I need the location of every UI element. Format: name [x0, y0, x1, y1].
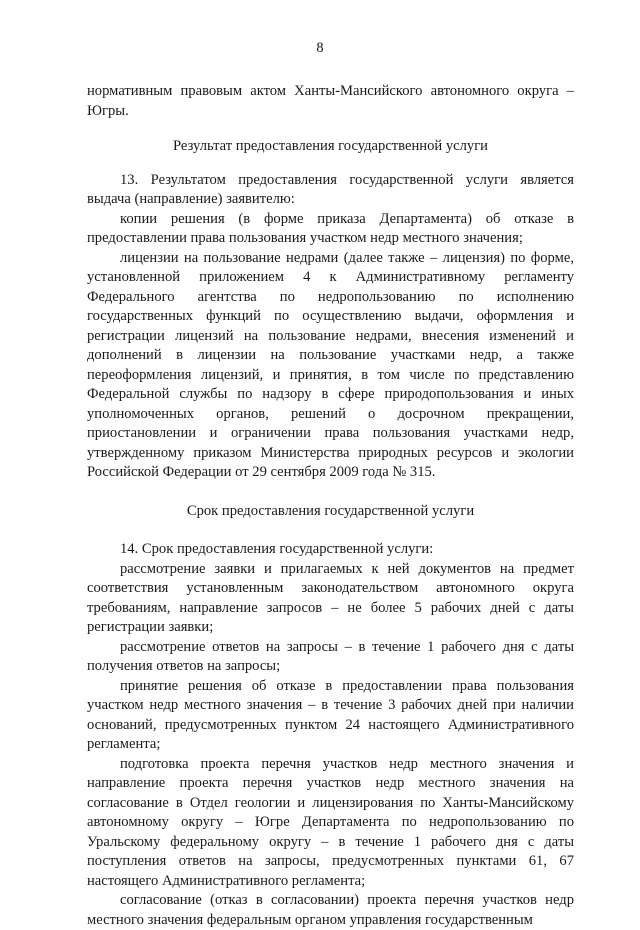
paragraph-14-item-approval: согласование (отказ в согласовании) проекта перечня участков недр местного значения федеральным органом управления государственным: [87, 892, 574, 928]
paragraph-13-item-license: лицензии на пользование недрами (далее также – лицензия) по форме, установленной приложением 4 к Административному регламенту Федерального агентства по недропользованию по исполнению государственных функций по осуществлению выдачи, оформления и регистрации лицензий на пользование недрами, внесения изменений и дополнений в лицензии на пользование участками недр, а также переоформления лицензий, и принятия, в том числе по представлению Федеральной службы по надзору в сфере природопользования и иных уполномоченных органов, решений о досрочном прекращении, приостановлении и ограничении права пользования участками недр, утвержденному приказом Министерства природных ресурсов и экологии Российской Федерации от 29 сентября 2009 года № 315.: [87, 249, 574, 480]
document-body: [87, 82, 574, 930]
section-heading-term: Срок предоставления государственной услуги: [186, 502, 475, 519]
paragraph-13: 13. Результатом предоставления государственной услуги является выдача (направление) заявителю:: [87, 171, 574, 207]
paragraph-14-item-answers: рассмотрение ответов на запросы – в течение 1 рабочего дня с даты получения ответов на запросы;: [87, 638, 574, 674]
section-heading-result: Результат предоставления государственной услуги: [173, 138, 488, 154]
paragraph-14-item-refusal: принятие решения об отказе в предоставлении права пользования участком недр местного значения – в течение 3 рабочих дней при наличии оснований, предусмотренных пунктом 24 настоящего Административного регламента;: [87, 677, 574, 752]
paragraph-14: 14. Срок предоставления государственной услуги:: [120, 541, 434, 557]
paragraph-13-item-decision-copy: копии решения (в форме приказа Департамента) об отказе в предоставлении права пользования участком недр местного значения;: [87, 210, 574, 246]
paragraph-14-item-list-preparation: подготовка проекта перечня участков недр местного значения и направление проекта перечня участков недр местного значения на согласование в Отдел геологии и лицензирования по Ханты-Мансийскому автономному округу – Югре Департамента по недропользованию по Уральскому федеральному округу – в течение 1 рабочего дня с даты поступления ответов на запросы, предусмотренных пунктами 61, 67 настоящего Административного регламента;: [87, 755, 574, 889]
paragraph-continuation: нормативным правовым актом Ханты-Мансийского автономного округа – Югры.: [87, 83, 574, 119]
page-number: 8: [316, 40, 324, 56]
paragraph-14-item-review: рассмотрение заявки и прилагаемых к ней документов на предмет соответствия установленным законодательством автономного округа требованиям, направление запросов – не более 5 рабочих дней с даты регистрации заявки;: [87, 560, 574, 635]
